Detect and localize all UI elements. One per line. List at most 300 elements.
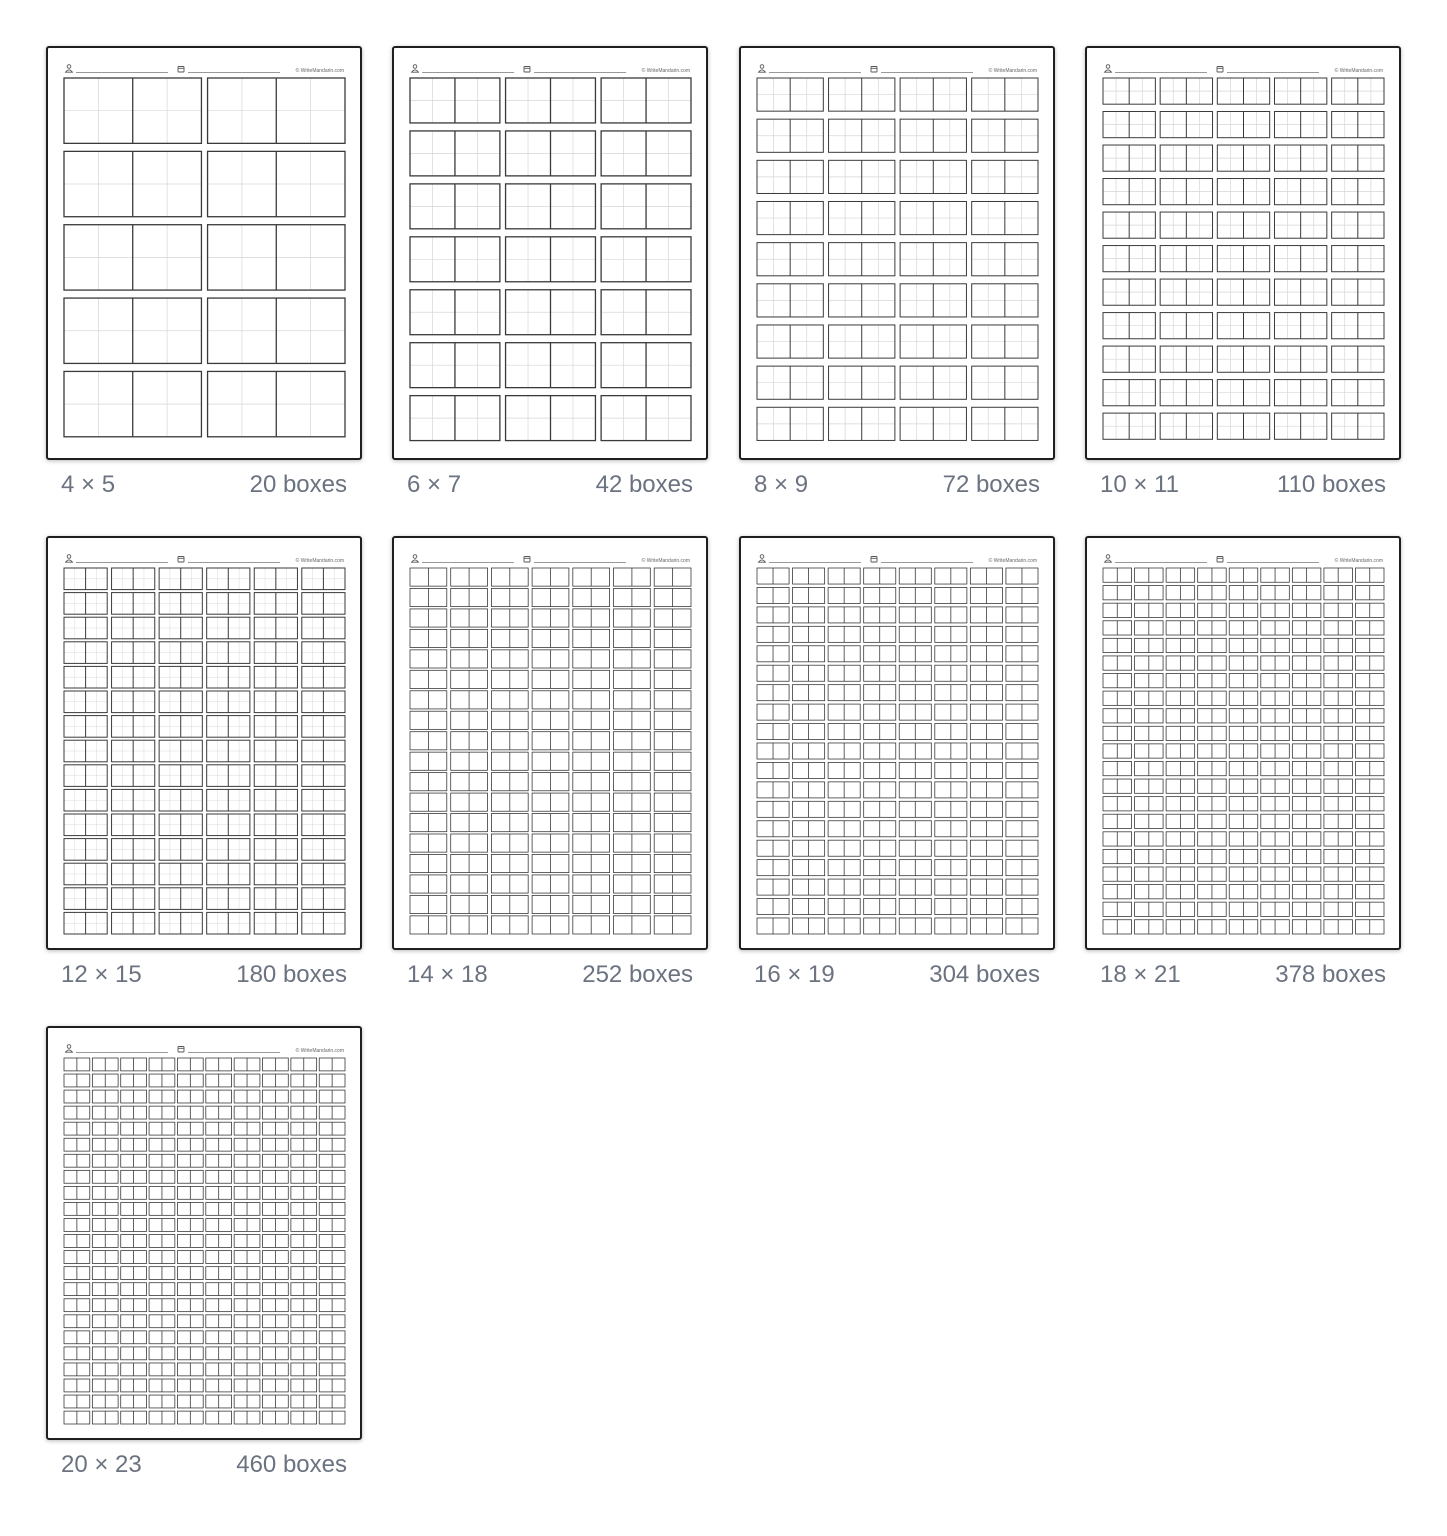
character-pair [234, 1138, 260, 1151]
character-pair [206, 1267, 232, 1280]
character-pair [1198, 902, 1227, 916]
character-pair [92, 1074, 118, 1087]
character-pair [254, 691, 297, 713]
character-pair [491, 916, 528, 934]
character-pair [1274, 145, 1326, 171]
character-pair [207, 765, 250, 787]
character-pair [234, 1331, 260, 1344]
character-pair [1261, 709, 1290, 723]
character-pair [654, 711, 691, 729]
worksheet-preview[interactable] [46, 1026, 362, 1440]
character-pair [1292, 691, 1321, 705]
character-pair [319, 1411, 345, 1424]
character-pair [828, 743, 860, 759]
box-count-label: 252 boxes [582, 961, 693, 988]
character-pair [208, 225, 345, 290]
character-pair [654, 814, 691, 832]
character-pair [64, 1186, 90, 1199]
character-pair [64, 1411, 90, 1424]
character-pair [654, 793, 691, 811]
worksheet-preview[interactable] [46, 536, 362, 950]
character-pair [1006, 743, 1038, 759]
character-pair [900, 160, 966, 193]
character-pair [234, 1315, 260, 1328]
character-pair [263, 1074, 289, 1087]
character-pair [92, 1411, 118, 1424]
character-pair [532, 588, 569, 606]
character-pair [654, 834, 691, 852]
character-pair [92, 1267, 118, 1280]
character-pair [1292, 638, 1321, 652]
character-pair [319, 1154, 345, 1167]
worksheet-preview[interactable] [1085, 46, 1401, 460]
character-pair [1160, 145, 1212, 171]
character-pair [793, 840, 825, 856]
character-pair [1103, 586, 1132, 600]
character-pair [972, 119, 1038, 152]
character-pair [491, 670, 528, 688]
character-pair [64, 1395, 90, 1408]
character-pair [935, 782, 967, 798]
character-pair [757, 568, 789, 584]
character-pair [64, 814, 107, 836]
character-pair [64, 716, 107, 738]
character-pair [206, 1154, 232, 1167]
character-pair [410, 650, 447, 668]
character-pair [64, 1235, 90, 1248]
character-pair [793, 782, 825, 798]
character-pair [207, 593, 250, 615]
character-pair [291, 1347, 317, 1360]
character-pair [234, 1106, 260, 1119]
character-pair [828, 879, 860, 895]
character-pair [1292, 586, 1321, 600]
character-pair [970, 860, 1002, 876]
character-pair [207, 814, 250, 836]
character-pair [1332, 313, 1384, 339]
character-pair [177, 1299, 203, 1312]
character-pair [1274, 246, 1326, 272]
calendar-icon [178, 1047, 184, 1053]
character-pair [410, 184, 500, 229]
practice-grid [64, 1058, 345, 1424]
character-pair [319, 1299, 345, 1312]
character-pair [1261, 586, 1290, 600]
character-pair [64, 863, 107, 885]
character-pair [614, 814, 651, 832]
character-pair [1198, 885, 1227, 899]
character-pair [793, 685, 825, 701]
character-pair [1103, 212, 1155, 238]
character-pair [177, 1138, 203, 1151]
calendar-icon [1217, 67, 1223, 73]
character-pair [864, 704, 896, 720]
character-pair [206, 1235, 232, 1248]
character-pair [828, 724, 860, 740]
character-pair [532, 629, 569, 647]
character-pair [935, 879, 967, 895]
character-pair [1198, 832, 1227, 846]
character-pair [1166, 832, 1195, 846]
character-pair [451, 895, 488, 913]
character-pair [828, 801, 860, 817]
character-pair [92, 1058, 118, 1071]
character-pair [291, 1170, 317, 1183]
character-pair [654, 895, 691, 913]
character-pair [972, 284, 1038, 317]
character-pair [291, 1074, 317, 1087]
character-pair [601, 131, 691, 176]
character-pair [757, 78, 823, 111]
character-pair [1160, 179, 1212, 205]
character-pair [149, 1411, 175, 1424]
character-pair [319, 1331, 345, 1344]
character-pair [970, 821, 1002, 837]
character-pair [1198, 761, 1227, 775]
worksheet-preview[interactable] [739, 536, 1055, 950]
character-pair [1324, 797, 1353, 811]
character-pair [159, 814, 202, 836]
character-pair [970, 704, 1002, 720]
character-pair [64, 839, 107, 861]
character-pair [177, 1090, 203, 1103]
character-pair [112, 888, 155, 910]
character-pair [234, 1299, 260, 1312]
character-pair [1006, 685, 1038, 701]
calendar-icon [871, 557, 877, 563]
character-pair [121, 1347, 147, 1360]
character-pair [319, 1058, 345, 1071]
character-pair [1229, 726, 1258, 740]
character-pair [291, 1363, 317, 1376]
character-pair [1324, 920, 1353, 934]
character-pair [970, 899, 1002, 915]
character-pair [1166, 568, 1195, 582]
character-pair [1166, 867, 1195, 881]
character-pair [757, 407, 823, 440]
character-pair [1324, 744, 1353, 758]
character-pair [900, 284, 966, 317]
character-pair [491, 711, 528, 729]
character-pair [935, 568, 967, 584]
person-icon [759, 555, 766, 563]
character-pair [319, 1106, 345, 1119]
character-pair [1166, 586, 1195, 600]
character-pair [1135, 674, 1164, 688]
practice-grid [757, 568, 1038, 934]
character-pair [254, 839, 297, 861]
character-pair [532, 814, 569, 832]
character-pair [1292, 621, 1321, 635]
character-pair [1103, 832, 1132, 846]
character-pair [263, 1411, 289, 1424]
character-pair [793, 821, 825, 837]
character-pair [1166, 849, 1195, 863]
character-pair [302, 691, 345, 713]
character-pair [970, 762, 1002, 778]
practice-grid [1103, 568, 1384, 934]
character-pair [1261, 779, 1290, 793]
character-pair [899, 840, 931, 856]
character-pair [207, 642, 250, 664]
character-pair [206, 1315, 232, 1328]
character-pair [614, 732, 651, 750]
character-pair [1324, 832, 1353, 846]
character-pair [900, 243, 966, 276]
character-pair [410, 732, 447, 750]
character-pair [757, 840, 789, 856]
character-pair [614, 916, 651, 934]
character-pair [64, 642, 107, 664]
character-pair [319, 1074, 345, 1087]
character-pair [410, 588, 447, 606]
character-pair [757, 879, 789, 895]
character-pair [207, 912, 250, 934]
worksheet-preview[interactable] [46, 46, 362, 460]
character-pair [793, 724, 825, 740]
character-pair [1103, 603, 1132, 617]
person-icon [1105, 555, 1112, 563]
character-pair [149, 1219, 175, 1232]
character-pair [64, 1090, 90, 1103]
character-pair [1198, 726, 1227, 740]
character-pair [864, 801, 896, 817]
practice-grid [64, 568, 345, 934]
character-pair [614, 773, 651, 791]
character-pair [121, 1138, 147, 1151]
character-pair [1135, 797, 1164, 811]
character-pair [149, 1331, 175, 1344]
character-pair [112, 666, 155, 688]
character-pair [1198, 656, 1227, 670]
character-pair [654, 568, 691, 586]
character-pair [793, 860, 825, 876]
character-pair [970, 879, 1002, 895]
character-pair [121, 1219, 147, 1232]
person-icon [412, 65, 419, 73]
character-pair [149, 1235, 175, 1248]
grid-preview [741, 48, 1053, 458]
character-pair [121, 1186, 147, 1199]
character-pair [972, 160, 1038, 193]
character-pair [491, 609, 528, 627]
character-pair [601, 184, 691, 229]
character-pair [828, 665, 860, 681]
character-pair [1229, 709, 1258, 723]
character-pair [864, 626, 896, 642]
character-pair [302, 765, 345, 787]
character-pair [601, 290, 691, 335]
character-pair [1292, 709, 1321, 723]
character-pair [654, 670, 691, 688]
character-pair [1103, 346, 1155, 372]
character-pair [234, 1154, 260, 1167]
character-pair [64, 371, 201, 436]
character-pair [1160, 212, 1212, 238]
character-pair [177, 1122, 203, 1135]
character-pair [112, 691, 155, 713]
character-pair [1261, 726, 1290, 740]
character-pair [614, 670, 651, 688]
character-pair [121, 1331, 147, 1344]
character-pair [1229, 797, 1258, 811]
character-pair [1166, 761, 1195, 775]
character-pair [1229, 568, 1258, 582]
character-pair [234, 1395, 260, 1408]
character-pair [899, 704, 931, 720]
character-pair [1103, 867, 1132, 881]
character-pair [1160, 346, 1212, 372]
worksheet-preview[interactable] [392, 46, 708, 460]
character-pair [1198, 779, 1227, 793]
character-pair [291, 1251, 317, 1264]
character-pair [92, 1315, 118, 1328]
character-pair [1261, 656, 1290, 670]
grid-preview [394, 538, 706, 948]
grid-size-label: 4 × 5 [61, 471, 116, 498]
character-pair [829, 325, 895, 358]
character-pair [1103, 761, 1132, 775]
grid-preview [394, 48, 706, 458]
character-pair [793, 704, 825, 720]
grid-preview [48, 48, 360, 458]
character-pair [1160, 413, 1212, 439]
character-pair [1355, 779, 1384, 793]
character-pair [573, 609, 610, 627]
character-pair [410, 773, 447, 791]
character-pair [64, 1299, 90, 1312]
character-pair [177, 1186, 203, 1199]
character-pair [1198, 674, 1227, 688]
character-pair [1135, 638, 1164, 652]
character-pair [451, 793, 488, 811]
character-pair [970, 626, 1002, 642]
character-pair [970, 724, 1002, 740]
character-pair [149, 1363, 175, 1376]
character-pair [1261, 638, 1290, 652]
character-pair [177, 1283, 203, 1296]
person-icon [66, 65, 73, 73]
character-pair [121, 1058, 147, 1071]
character-pair [899, 626, 931, 642]
character-pair [207, 617, 250, 639]
character-pair [1261, 744, 1290, 758]
character-pair [451, 711, 488, 729]
character-pair [177, 1235, 203, 1248]
character-pair [864, 568, 896, 584]
character-pair [64, 593, 107, 615]
character-pair [206, 1363, 232, 1376]
character-pair [491, 793, 528, 811]
character-pair [206, 1251, 232, 1264]
character-pair [828, 685, 860, 701]
character-pair [935, 724, 967, 740]
character-pair [1332, 413, 1384, 439]
worksheet-header [66, 1045, 344, 1054]
character-pair [177, 1058, 203, 1071]
character-pair [864, 587, 896, 603]
worksheet-preview[interactable] [1085, 536, 1401, 950]
character-pair [207, 863, 250, 885]
character-pair [291, 1138, 317, 1151]
character-pair [1292, 902, 1321, 916]
character-pair [757, 918, 789, 934]
character-pair [263, 1299, 289, 1312]
character-pair [614, 629, 651, 647]
character-pair [410, 343, 500, 388]
character-pair [291, 1219, 317, 1232]
character-pair [1229, 779, 1258, 793]
character-pair [757, 899, 789, 915]
character-pair [1166, 691, 1195, 705]
worksheet-header [412, 65, 690, 74]
character-pair [614, 609, 651, 627]
box-count-label: 72 boxes [942, 471, 1040, 498]
character-pair [1324, 779, 1353, 793]
character-pair [757, 119, 823, 152]
character-pair [1166, 656, 1195, 670]
character-pair [532, 650, 569, 668]
character-pair [1261, 920, 1290, 934]
character-pair [121, 1202, 147, 1215]
watermark: © WriteMandarin.com [1334, 558, 1383, 564]
character-pair [92, 1347, 118, 1360]
character-pair [291, 1267, 317, 1280]
character-pair [234, 1202, 260, 1215]
watermark: © WriteMandarin.com [988, 558, 1037, 564]
character-pair [532, 895, 569, 913]
character-pair [121, 1074, 147, 1087]
character-pair [601, 237, 691, 282]
character-pair [1217, 346, 1269, 372]
character-pair [1006, 899, 1038, 915]
character-pair [207, 888, 250, 910]
character-pair [410, 691, 447, 709]
character-pair [159, 716, 202, 738]
character-pair [935, 860, 967, 876]
character-pair [159, 740, 202, 762]
character-pair [1332, 212, 1384, 238]
character-pair [177, 1251, 203, 1264]
character-pair [234, 1267, 260, 1280]
character-pair [64, 1251, 90, 1264]
character-pair [92, 1395, 118, 1408]
grid-size-label: 8 × 9 [754, 471, 809, 498]
character-pair [793, 646, 825, 662]
character-pair [1166, 709, 1195, 723]
character-pair [291, 1106, 317, 1119]
worksheet-preview[interactable] [392, 536, 708, 950]
character-pair [1006, 704, 1038, 720]
character-pair [1103, 744, 1132, 758]
character-pair [757, 762, 789, 778]
character-pair [451, 568, 488, 586]
worksheet-preview[interactable] [739, 46, 1055, 460]
character-pair [1103, 246, 1155, 272]
character-pair [1355, 832, 1384, 846]
character-pair [1135, 621, 1164, 635]
character-pair [206, 1138, 232, 1151]
character-pair [207, 691, 250, 713]
character-pair [112, 863, 155, 885]
character-pair [1160, 246, 1212, 272]
character-pair [1103, 413, 1155, 439]
character-pair [1103, 179, 1155, 205]
character-pair [1292, 656, 1321, 670]
character-pair [491, 732, 528, 750]
character-pair [319, 1395, 345, 1408]
character-pair [177, 1315, 203, 1328]
